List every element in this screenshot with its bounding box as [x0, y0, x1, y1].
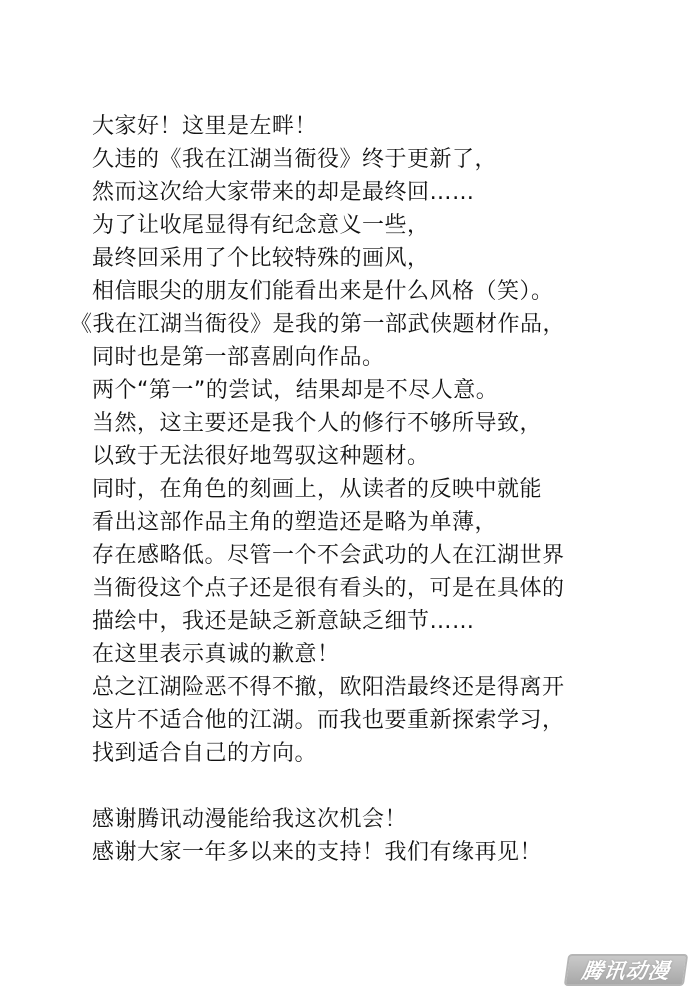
text-line: 存在感略低。尽管一个不会武功的人在江湖世界 [92, 543, 565, 568]
text-line: 同时也是第一部喜剧向作品。 [92, 345, 385, 370]
tencent-comic-watermark-logo: 腾讯动漫 [564, 954, 688, 986]
text-line: 感谢腾讯动漫能给我这次机会！ [92, 807, 408, 832]
text-line: 看出这部作品主角的塑造还是略为单薄， [92, 510, 498, 535]
text-line: 总之江湖险恶不得不撤，欧阳浩最终还是得离开 [92, 675, 565, 700]
text-line: 两个“第一”的尝试，结果却是不尽人意。 [92, 378, 499, 403]
text-line: 感谢大家一年多以来的支持！我们有缘再见！ [92, 840, 543, 865]
text-line: 大家好！这里是左畔！ [92, 114, 318, 139]
text-line: 描绘中，我还是缺乏新意缺乏细节…… [92, 609, 475, 634]
text-line: 同时，在角色的刻画上，从读者的反映中就能 [92, 477, 543, 502]
text-line: 这片不适合他的江湖。而我也要重新探索学习， [92, 708, 565, 733]
text-line: 找到适合自己的方向。 [92, 741, 318, 766]
text-line: 《我在江湖当衙役》是我的第一部武侠题材作品， [70, 312, 566, 337]
text-line: 久违的《我在江湖当衙役》终于更新了， [92, 147, 498, 172]
text-line: 以致于无法很好地驾驭这种题材。 [92, 444, 430, 469]
text-line: 当衙役这个点子还是很有看头的，可是在具体的 [92, 576, 565, 601]
text-line: 然而这次给大家带来的却是最终回…… [92, 180, 475, 205]
text-line: 在这里表示真诚的歉意！ [92, 642, 340, 667]
text-line: 最终回采用了个比较特殊的画风， [92, 246, 430, 271]
text-line: 相信眼尖的朋友们能看出来是什么风格（笑）。 [92, 279, 554, 304]
text-line: 当然，这主要还是我个人的修行不够所导致， [92, 411, 543, 436]
text-line: 为了让收尾显得有纪念意义一些， [92, 213, 430, 238]
